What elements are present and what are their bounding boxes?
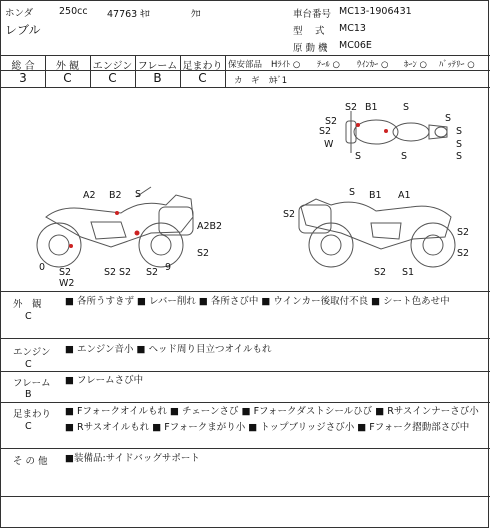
parts-winker: ｳｲﾝｶｰ ○ <box>357 60 389 70</box>
label-right: S2 <box>374 267 387 278</box>
key-value: ｶｷﾞ1 <box>269 76 288 86</box>
grade-exterior: C <box>63 71 72 85</box>
section-grade-frame: B <box>25 389 32 400</box>
label-left: B2 <box>109 190 122 201</box>
divider <box>1 371 490 372</box>
frame-no: MC13-1906431 <box>339 6 412 17</box>
label-top: S <box>445 113 452 124</box>
label-right: A1 <box>398 190 411 201</box>
label-top: S <box>456 139 463 150</box>
section-text-other: ■装備品:サイドバッグサポート <box>65 453 200 464</box>
grade-suspension: C <box>198 71 207 85</box>
grade-engine: C <box>108 71 117 85</box>
label-right: S1 <box>402 267 415 278</box>
divider <box>225 70 490 71</box>
engine-label: 原 動 機 <box>293 43 328 54</box>
label-top: S <box>456 126 463 137</box>
label-top: S2 <box>325 116 338 127</box>
label-top: S2 <box>319 126 332 137</box>
label-left: S2 <box>119 267 132 278</box>
section-label-frame: フレーム <box>13 378 51 389</box>
section-text-exterior: ■ 各所うすきず ■ レバー削れ ■ 各所さび中 ■ ウインカー後取付不良 ■ シート色あせ中 <box>65 296 450 307</box>
section-grade-exterior: C <box>25 311 32 322</box>
grade-head-engine: エンジン <box>92 61 133 72</box>
maker: ホンダ <box>5 8 34 19</box>
section-label-other: そ の 他 <box>13 456 48 467</box>
label-top: S2 <box>345 102 358 113</box>
model-name: レブル <box>5 23 41 37</box>
parts-headlight: Hﾗｲﾄ ○ <box>271 60 301 70</box>
right-view-bike <box>299 199 455 267</box>
label-top: S <box>403 102 410 113</box>
label-right: S2 <box>283 209 296 220</box>
divider <box>225 55 226 87</box>
section-text-frame: ■ フレームさび中 <box>65 375 144 386</box>
label-left: W2 <box>59 278 75 289</box>
section-text-engine: ■ エンジン音小 ■ ヘッド周り目立つオイルもれ <box>65 344 272 355</box>
displacement: 250cc <box>59 6 88 17</box>
section-label-engine: エンジン <box>13 347 51 358</box>
frame-no-label: 車台番号 <box>293 9 332 20</box>
divider <box>1 448 490 449</box>
section-label-exterior: 外 観 <box>13 299 42 310</box>
divider <box>1 291 490 292</box>
engine-value: MC06E <box>339 40 372 51</box>
label-left: 0 <box>39 262 46 273</box>
mileage: 47763 ｷﾛ <box>107 9 150 20</box>
label-right: B1 <box>369 190 382 201</box>
label-left: S2 <box>104 267 117 278</box>
grade-frame: B <box>153 71 162 85</box>
grade-head-suspension: 足まわり <box>182 61 223 72</box>
key-label: カ ギ <box>234 76 260 86</box>
parts-horn: ﾎｰﾝ ○ <box>404 60 427 70</box>
type-value: MC13 <box>339 23 366 34</box>
label-left: 9 <box>165 262 172 273</box>
grade-overall: 3 <box>19 71 27 85</box>
label-top: S <box>456 151 463 162</box>
label-left: A2 <box>83 190 96 201</box>
label-right: S2 <box>457 248 470 259</box>
parts-battery: ﾊﾞｯﾃﾘｰ ○ <box>439 60 475 70</box>
label-top: S <box>355 151 362 162</box>
label-right: S <box>349 187 356 198</box>
label-top: S <box>401 151 408 162</box>
section-grade-suspension: C <box>25 421 32 432</box>
divider <box>1 338 490 339</box>
grade-head-frame: フレーム <box>137 61 178 72</box>
grade-head-overall: 総 合 <box>11 61 35 72</box>
parts-label: 保安部品 <box>228 60 263 70</box>
section-text-suspension: ■ Fフォークオイルもれ ■ チェーンさび ■ Fフォークダストシールひび ■ Rサスインナーさび小 ■ Rサスオイルもれ ■ Fフォークまがり小 ■ トップブリッジさび小 ■ Fフォーク摺動部さび中 <box>65 406 479 433</box>
top-view-bike <box>346 111 447 153</box>
motorcycle-diagram <box>1 87 490 291</box>
label-right: S2 <box>457 227 470 238</box>
label-left: S2 <box>59 267 72 278</box>
divider <box>1 402 490 403</box>
section-grade-engine: C <box>25 359 32 370</box>
label-left: S <box>135 189 142 200</box>
grade-head-exterior: 外 観 <box>55 61 80 72</box>
label-left: S2 <box>197 248 210 259</box>
label-top: W <box>324 139 334 150</box>
label-left: A2B2 <box>197 221 223 232</box>
section-label-suspension: 足まわり <box>13 409 52 420</box>
label-top: B1 <box>365 102 378 113</box>
type-label: 型 式 <box>293 26 325 37</box>
label-left: S2 <box>146 267 159 278</box>
parts-tail: ﾃｰﾙ ○ <box>317 60 340 70</box>
damage-marks <box>69 123 388 248</box>
divider <box>1 496 490 497</box>
divider <box>1 55 490 56</box>
color: ｸﾛ <box>191 9 201 20</box>
